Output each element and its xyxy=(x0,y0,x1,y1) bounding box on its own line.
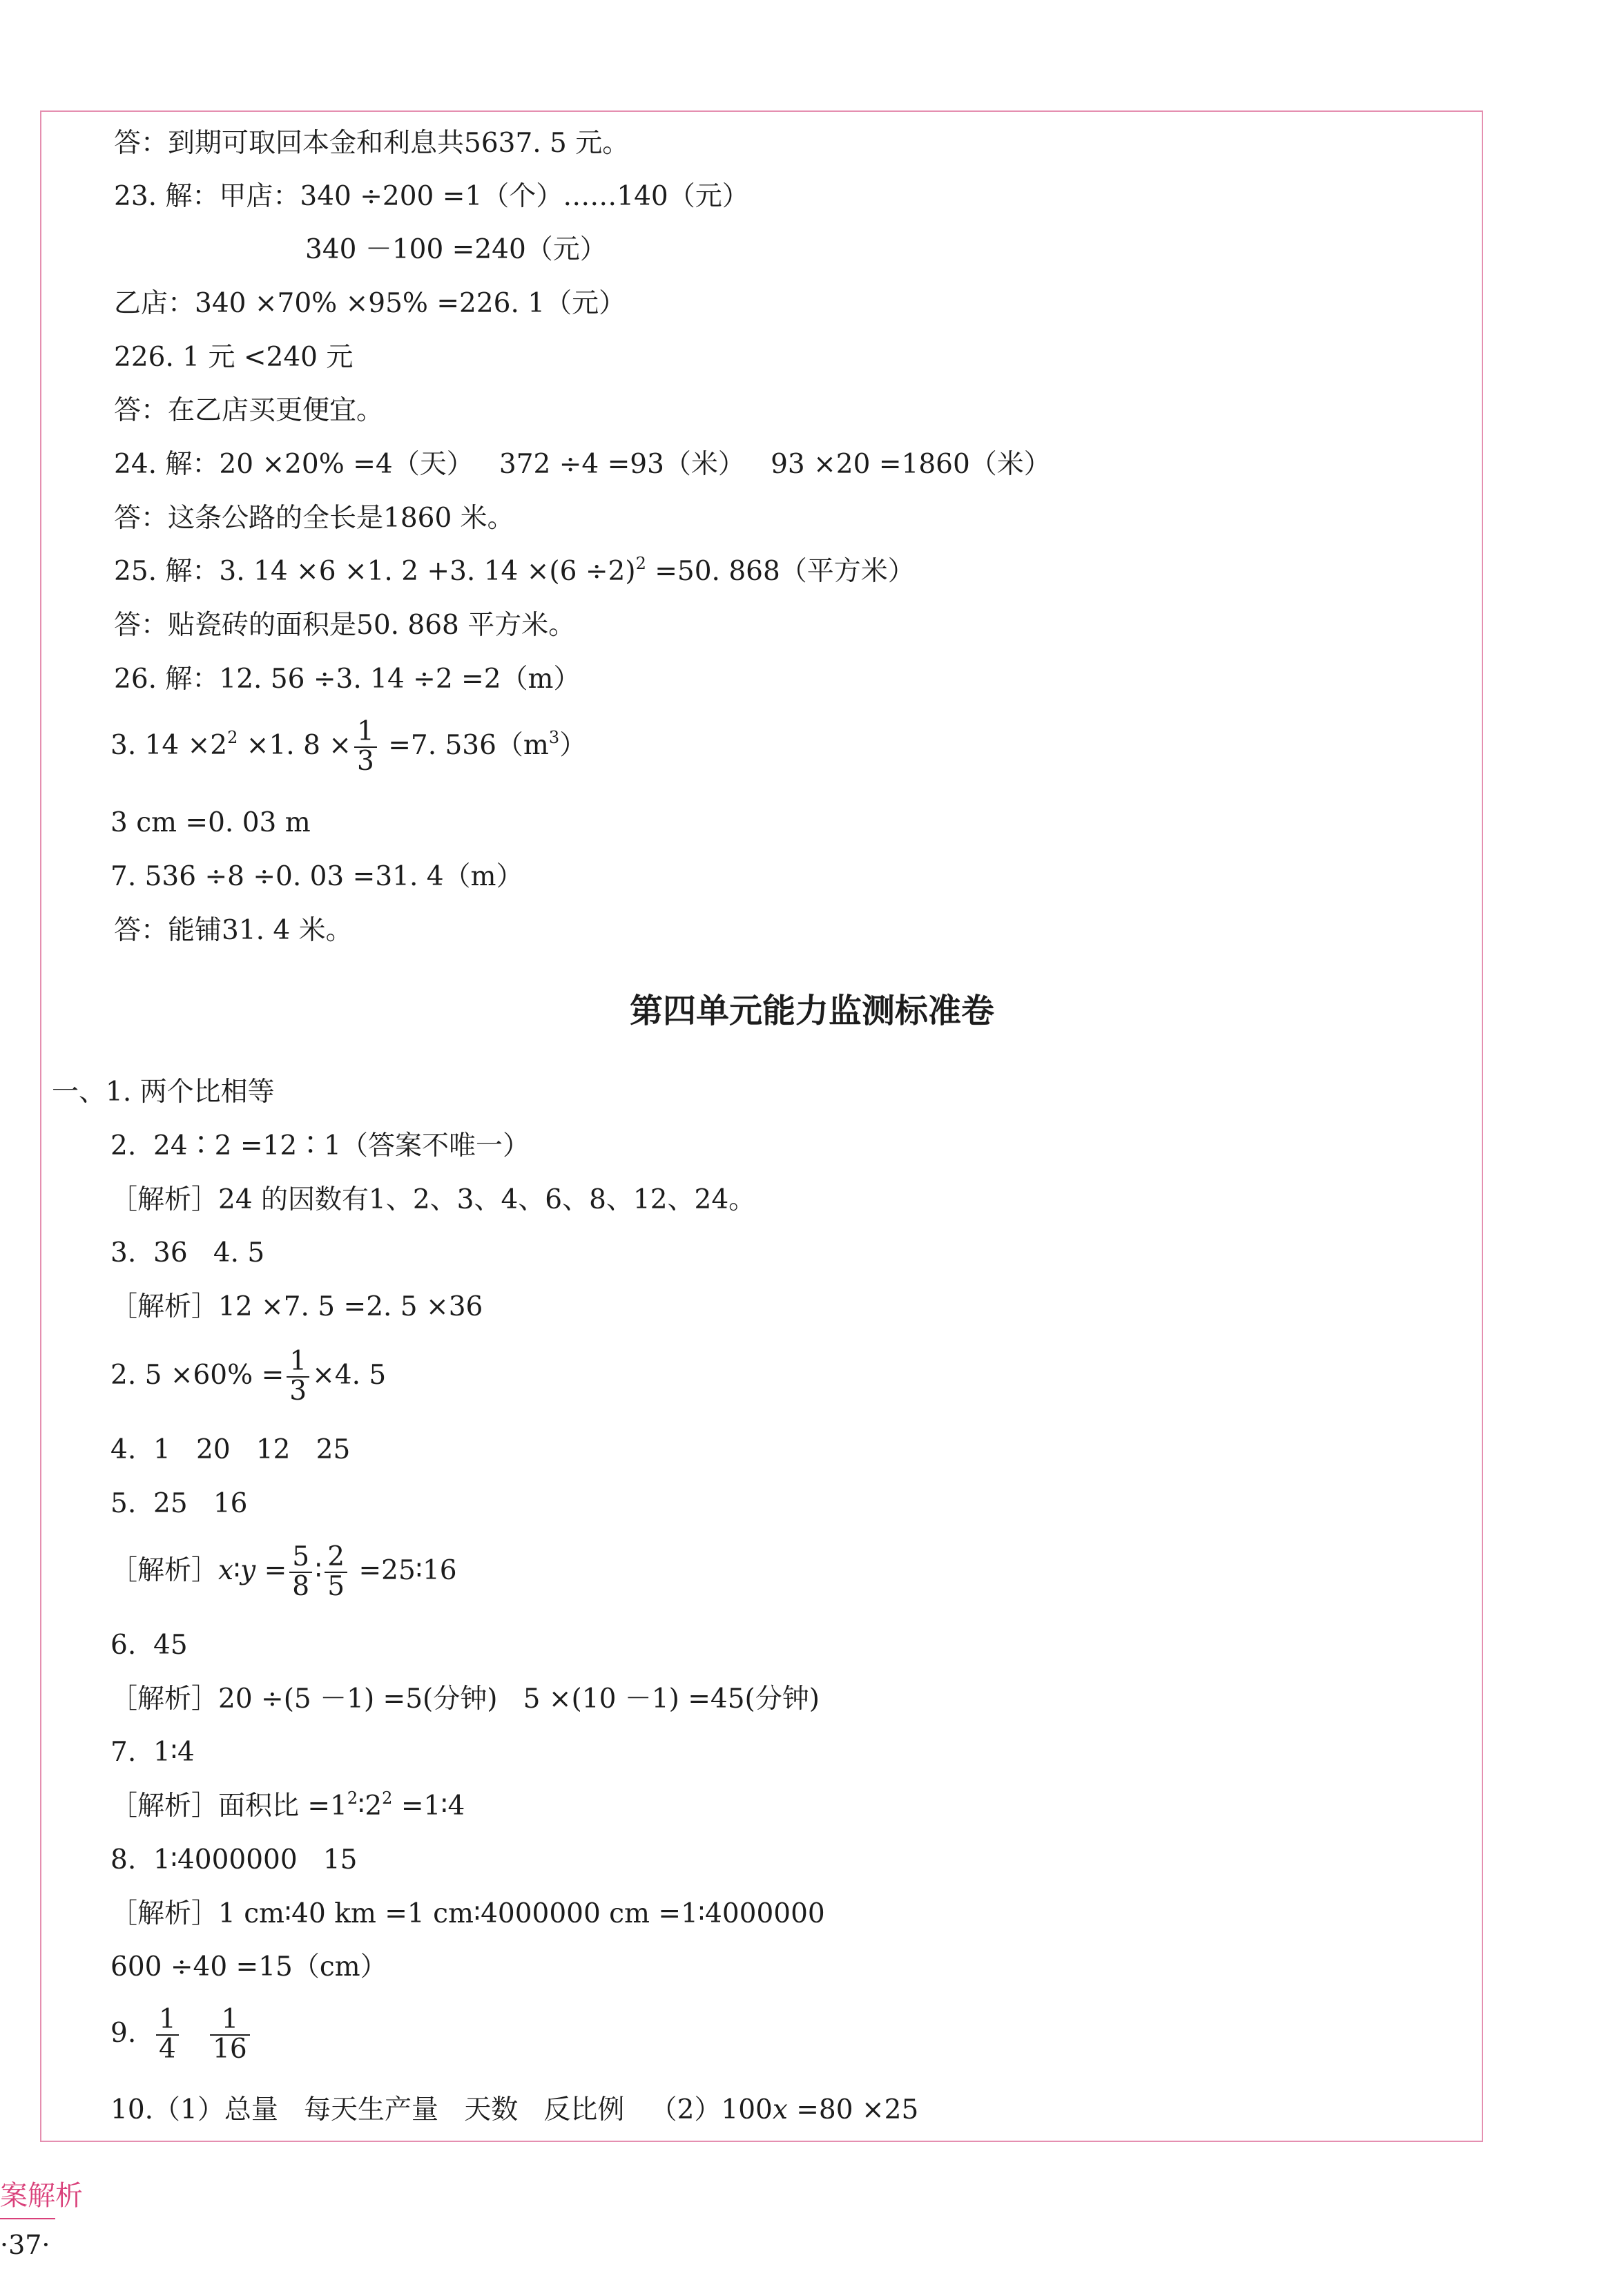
analysis-line: 600 ÷40 =15（cm） xyxy=(110,1951,387,1983)
footer-rule xyxy=(0,2218,55,2219)
question-1-line: 一、1. 两个比相等 xyxy=(52,1077,275,1108)
analysis-line xyxy=(110,1348,386,1406)
expr-part: =25∶16 xyxy=(350,1554,457,1586)
answer-line: 答：到期可取回本金和利息共5637. 5 元。 xyxy=(114,128,630,159)
expr-part: = xyxy=(255,1554,287,1586)
question-6-line: 6. 45 xyxy=(110,1630,188,1661)
variable-x: x xyxy=(218,1554,234,1586)
fraction-numerator: 1 xyxy=(156,2006,179,2036)
exponent: 2 xyxy=(347,1788,358,1808)
fraction xyxy=(325,1543,347,1601)
fraction-numerator: 1 xyxy=(287,1348,309,1378)
fraction-denominator: 3 xyxy=(289,1375,307,1407)
expr-part: ∶ xyxy=(233,1554,241,1586)
expr-part: 2. 5 ×60% = xyxy=(110,1359,284,1391)
fraction xyxy=(210,2006,250,2064)
fraction-denominator: 4 xyxy=(159,2033,176,2065)
expr-part: 10.（1）总量 每天生产量 天数 反比例 （2）100 xyxy=(110,2094,773,2125)
question-3-line: 3. 36 4. 5 xyxy=(110,1237,265,1268)
question-4-line: 4. 1 20 12 25 xyxy=(110,1434,351,1465)
fraction-denominator: 8 xyxy=(292,1570,310,1602)
exponent: 2 xyxy=(635,554,646,573)
expr-part: ×4. 5 xyxy=(312,1359,387,1391)
expr-part: 3. 14 ×2 xyxy=(110,729,228,761)
expr-part: 25. 解：3. 14 ×6 ×1. 2 +3. 14 ×(6 ÷2) xyxy=(114,556,636,587)
solution-23-line: 340 －100 =240（元） xyxy=(305,234,607,265)
question-9-line xyxy=(110,2006,253,2064)
answer-line: 答：这条公路的全长是1860 米。 xyxy=(114,503,514,534)
analysis-line: ［解析］1 cm∶40 km =1 cm∶4000000 cm =1∶4000000 xyxy=(110,1898,825,1929)
expr-part: ×1. 8 × xyxy=(238,729,351,761)
variable-x: x xyxy=(772,2094,788,2125)
solution-23-line: 23. 解：甲店：340 ÷200 =1（个）……140（元） xyxy=(114,181,749,212)
solution-26-line: 3 cm =0. 03 m xyxy=(110,807,311,838)
answer-line: 答：能铺31. 4 米。 xyxy=(114,915,353,946)
expr-part: 9. xyxy=(110,2017,137,2049)
solution-25-line xyxy=(114,554,915,587)
question-2-line: 2. 24∶2 =12∶1（答案不唯一） xyxy=(110,1130,530,1161)
expr-part: ∶2 xyxy=(358,1791,383,1822)
expr-part: =50. 868（平方米） xyxy=(646,556,915,587)
fraction-numerator: 1 xyxy=(354,718,377,748)
analysis-line xyxy=(110,1788,465,1822)
question-7-line: 7. 1∶4 xyxy=(110,1737,195,1768)
analysis-line: ［解析］20 ÷(5 －1) =5(分钟) 5 ×(10 －1) =45(分钟) xyxy=(110,1684,820,1715)
fraction xyxy=(156,2006,179,2064)
answer-line: 答：贴瓷砖的面积是50. 868 平方米。 xyxy=(114,610,576,641)
fraction-denominator: 5 xyxy=(327,1570,345,1602)
fraction xyxy=(354,718,377,776)
page-number: ·37· xyxy=(0,2230,50,2260)
footer-label: 案解析 xyxy=(0,2180,83,2212)
expr-part: =1∶4 xyxy=(392,1791,465,1822)
solution-26-line: 26. 解：12. 56 ÷3. 14 ÷2 =2（m） xyxy=(114,664,581,695)
analysis-line xyxy=(110,1543,457,1601)
question-10-line xyxy=(110,2096,918,2123)
exponent: 3 xyxy=(548,727,560,747)
fraction xyxy=(289,1543,312,1601)
solution-26-line: 7. 536 ÷8 ÷0. 03 =31. 4（m） xyxy=(110,861,523,892)
analysis-line: ［解析］12 ×7. 5 =2. 5 ×36 xyxy=(110,1291,483,1322)
solution-26-line xyxy=(110,718,586,776)
expr-part: =80 ×25 xyxy=(787,2094,919,2125)
question-5-line: 5. 25 16 xyxy=(110,1488,248,1519)
expr-part: ［解析］ xyxy=(110,1554,219,1586)
fraction-numerator: 1 xyxy=(210,2006,250,2036)
fraction-numerator: 5 xyxy=(289,1543,312,1573)
fraction-denominator: 3 xyxy=(356,745,374,777)
fraction xyxy=(287,1348,309,1406)
solution-24-line: 24. 解：20 ×20% =4（天） 372 ÷4 =93（米） 93 ×20 =1860（米） xyxy=(114,449,1051,480)
solution-23-line: 226. 1 元 <240 元 xyxy=(114,342,354,373)
expr-part: =7. 536（m xyxy=(379,729,549,761)
expr-part: ［解析］面积比 =1 xyxy=(110,1791,347,1822)
variable-y: y xyxy=(240,1554,256,1586)
solution-23-line: 乙店：340 ×70% ×95% =226. 1（元） xyxy=(114,288,626,319)
expr-part: ） xyxy=(559,729,587,761)
analysis-line: ［解析］24 的因数有1、2、3、4、6、8、12、24。 xyxy=(110,1184,756,1215)
fraction-numerator: 2 xyxy=(325,1543,347,1573)
exponent: 2 xyxy=(227,727,238,747)
expr-part: ∶ xyxy=(315,1554,322,1586)
section-title: 第四单元能力监测标准卷 xyxy=(629,992,994,1030)
question-8-line: 8. 1∶4000000 15 xyxy=(110,1844,358,1875)
answer-line: 答：在乙店买更便宜。 xyxy=(114,395,384,426)
fraction-denominator: 16 xyxy=(213,2033,247,2065)
exponent: 2 xyxy=(382,1788,393,1808)
